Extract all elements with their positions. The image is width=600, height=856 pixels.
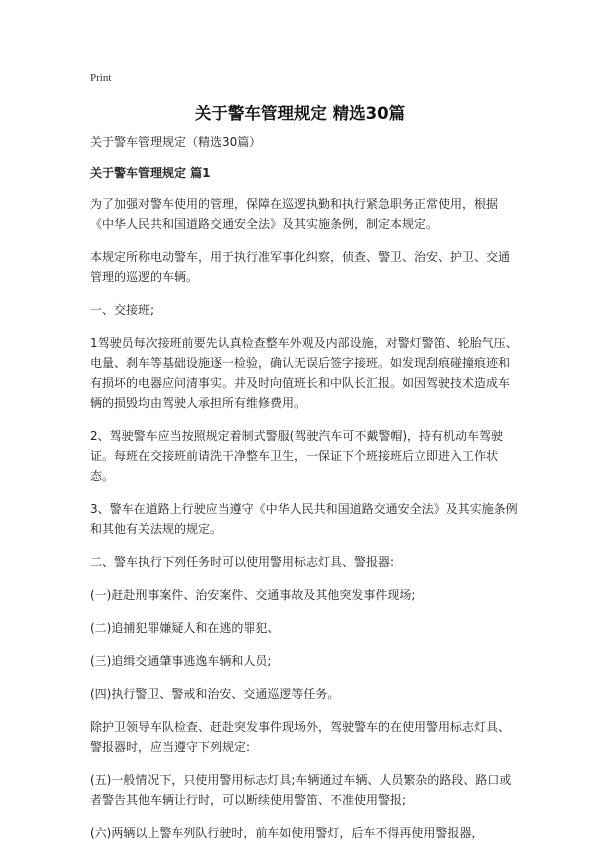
paragraph-item-2: 2、驾驶警车应当按照规定着制式警服(驾驶汽车可不戴警帽)，持有机动车驾驶证。每班在交接班前请洗干净整车卫生，一保证下个班接班后立即进入工作状态。	[90, 429, 504, 483]
document-title: 关于警车管理规定 精选30篇	[194, 104, 406, 123]
list-item: (三)追缉交通肇事逃逸车辆和人员;	[90, 654, 272, 668]
paragraph-item-3: 3、警车在道路上行驶应当遵守《中华人民共和国道路交通安全法》及其实施条例和其他有关法规的规定。	[90, 502, 518, 536]
list-item: (六)两辆以上警车列队行驶时，前车如使用警灯，后车不得再使用警报器，	[90, 826, 484, 840]
paragraph-rules: 除护卫领导车队检查、赶赴突发事件现场外，驾驶警车的在使用警用标志灯具、警报器时，应当遵守下列规定:	[90, 720, 511, 754]
document-body	[90, 132, 520, 856]
section-shift-handover: 一、交接班;	[90, 303, 155, 317]
list-item: (五)一般情况下，只使用警用标志灯具;车辆通过车辆、人员繁杂的路段、路口或者警告其他车辆让行时，可以断续使用警笛、不准使用警报;	[90, 773, 512, 807]
list-item: (一)赶赴刑事案件、治安案件、交通事故及其他突发事件现场;	[90, 588, 416, 602]
print-label: Print	[90, 72, 112, 84]
section-warning-devices: 二、警车执行下列任务时可以使用警用标志灯具、警报器:	[90, 555, 395, 569]
section-heading: 关于警车管理规定 篇1	[90, 166, 211, 180]
paragraph-item-1: 1驾驶员每次接班前要先认真检查整车外观及内部设施，对警灯警笛、轮胎气压、电量、刹车等基础设施逐一检验，确认无误后签字接班。如发现刮痕碰撞痕迹和有损坏的电器应问清事实。并及时向值班长和中队长汇报。如因驾驶技术造成车辆的损毁均由驾驶人承担所有维修费用。	[90, 336, 518, 410]
paragraph-intro: 为了加强对警车使用的管理，保障在巡逻执勤和执行紧急职务正常使用，根据《中华人民共和国道路交通安全法》及其实施条例，制定本规定。	[90, 197, 499, 231]
list-item: (二)追捕犯罪嫌疑人和在逃的罪犯、	[90, 621, 280, 635]
list-item: (四)执行警卫、警戒和治安、交通巡逻等任务。	[90, 687, 340, 701]
document-subtitle: 关于警车管理规定（精选30篇）	[90, 135, 262, 149]
paragraph-scope: 本规定所称电动警车，用于执行准军事化纠察，侦查、警卫、治安、护卫、交通管理的巡逻的车辆。	[90, 250, 511, 284]
